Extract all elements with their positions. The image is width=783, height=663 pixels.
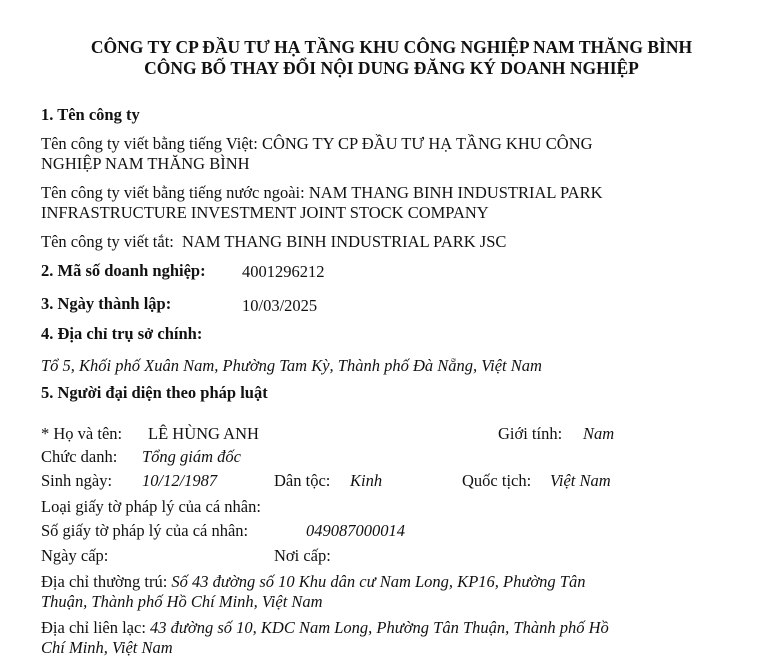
- rep-id-number-value: 049087000014: [306, 521, 405, 540]
- section-company-name-heading: 1. Tên công ty: [41, 105, 140, 124]
- rep-nationality-value: Việt Nam: [550, 471, 611, 490]
- vn-name-label: Tên công ty viết bằng tiếng Việt:: [41, 134, 258, 153]
- foreign-name-value-1: NAM THANG BINH INDUSTRIAL PARK: [308, 183, 603, 202]
- section-founding-date-heading: 3. Ngày thành lập:: [41, 294, 172, 313]
- section-head-office-heading: 4. Địa chỉ trụ sở chính:: [41, 324, 203, 343]
- rep-title-label: Chức danh:: [41, 447, 118, 466]
- founding-date-value: 10/03/2025: [242, 296, 318, 315]
- foreign-name-label: Tên công ty viết bằng tiếng nước ngoài:: [41, 183, 305, 202]
- head-office-value: Tổ 5, Khối phố Xuân Nam, Phường Tam Kỳ, Thành phố Đà Nẵng, Việt Nam: [41, 356, 542, 375]
- vn-name-value-1: CÔNG TY CP ĐẦU TƯ HẠ TẦNG KHU CÔNG: [261, 134, 593, 153]
- rep-dob-label: Sinh ngày:: [41, 471, 113, 490]
- short-name-label: Tên công ty viết tắt:: [41, 232, 174, 251]
- rep-name-value: LÊ HÙNG ANH: [148, 424, 259, 443]
- rep-permanent-value-1: Số 43 đường số 10 Khu dân cư Nam Long, KP16, Phường Tân: [171, 572, 586, 591]
- short-name-value: NAM THANG BINH INDUSTRIAL PARK JSC: [182, 232, 507, 251]
- foreign-name-line: [41, 182, 603, 203]
- rep-permanent-label: Địa chỉ thường trú:: [41, 572, 168, 591]
- rep-id-number-label: Số giấy tờ pháp lý của cá nhân:: [41, 521, 249, 540]
- tax-code-value: 4001296212: [242, 262, 325, 281]
- rep-ethnic-label: Dân tộc:: [274, 471, 331, 490]
- rep-contact-label: Địa chỉ liên lạc:: [41, 618, 146, 637]
- company-title: CÔNG TY CP ĐẦU TƯ HẠ TẦNG KHU CÔNG NGHIỆP NAM THĂNG BÌNH: [90, 37, 693, 57]
- short-name-line: [41, 231, 506, 252]
- rep-contact-value-2: Chí Minh, Việt Nam: [41, 638, 173, 657]
- rep-issue-date-label: Ngày cấp:: [41, 546, 109, 565]
- rep-id-type-label: Loại giấy tờ pháp lý của cá nhân:: [41, 497, 261, 516]
- foreign-name-value-2: INFRASTRUCTURE INVESTMENT JOINT STOCK COMPANY: [41, 203, 489, 222]
- rep-issue-place-label: Nơi cấp:: [274, 546, 331, 565]
- announcement-title: CÔNG BỐ THAY ĐỔI NỘI DUNG ĐĂNG KÝ DOANH NGHIỆP: [144, 58, 639, 78]
- rep-contact-address-line: [41, 617, 609, 638]
- rep-contact-value-1: 43 đường số 10, KDC Nam Long, Phường Tân Thuận, Thành phố Hồ: [150, 618, 609, 637]
- rep-nationality-label: Quốc tịch:: [462, 471, 532, 490]
- vn-name-line: [41, 133, 593, 154]
- rep-ethnic-value: Kinh: [350, 471, 383, 490]
- rep-title-value: Tổng giám đốc: [142, 447, 241, 466]
- rep-name-label: * Họ và tên:: [41, 424, 123, 443]
- section-legal-rep-heading: 5. Người đại diện theo pháp luật: [41, 383, 268, 402]
- rep-permanent-address-line: [41, 571, 585, 592]
- rep-permanent-value-2: Thuận, Thành phố Hồ Chí Minh, Việt Nam: [41, 592, 323, 611]
- rep-gender-value: Nam: [583, 424, 615, 443]
- rep-dob-value: 10/12/1987: [142, 471, 218, 490]
- rep-gender-label: Giới tính:: [498, 424, 563, 443]
- vn-name-value-2: NGHIỆP NAM THĂNG BÌNH: [41, 154, 250, 173]
- section-tax-code-heading: 2. Mã số doanh nghiệp:: [41, 261, 206, 280]
